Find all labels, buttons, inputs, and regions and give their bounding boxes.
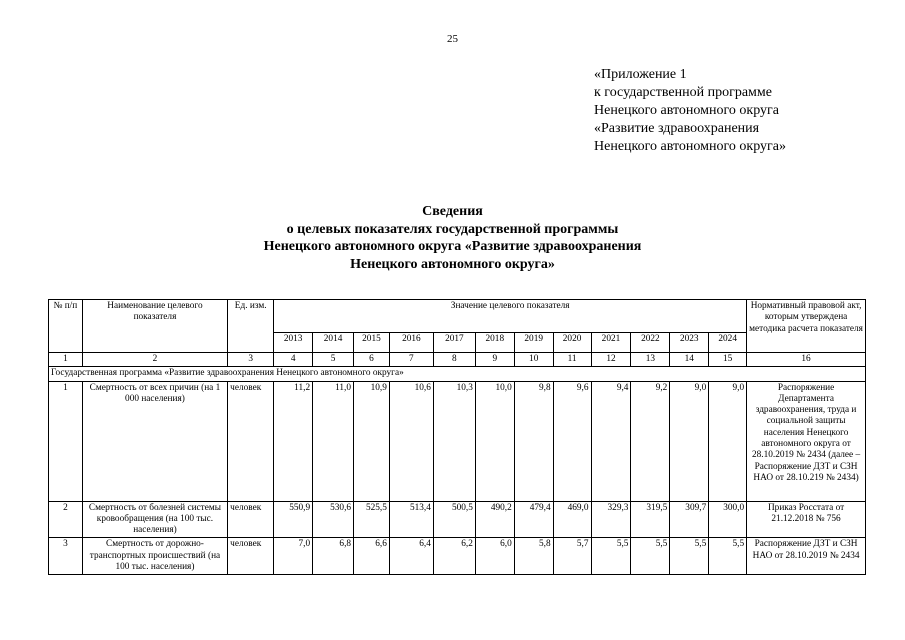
row-value: 500,5 bbox=[433, 501, 475, 538]
header-values: Значение целевого показателя bbox=[274, 300, 747, 333]
row-value: 530,6 bbox=[313, 501, 354, 538]
row-value: 5,5 bbox=[631, 538, 670, 575]
row-num: 3 bbox=[49, 538, 83, 575]
column-number-row bbox=[49, 353, 866, 367]
title-line: Ненецкого автономного округа «Развитие здравоохранения bbox=[263, 239, 642, 254]
header-name: Наименование целевого показателя bbox=[82, 300, 227, 353]
row-value: 5,7 bbox=[553, 538, 591, 575]
column-number: 14 bbox=[670, 353, 709, 367]
title-line: Ненецкого автономного округа» bbox=[350, 256, 555, 272]
column-number: 5 bbox=[313, 353, 354, 367]
year-cell: 2021 bbox=[591, 333, 631, 353]
program-row bbox=[49, 367, 866, 381]
year-cell: 2015 bbox=[354, 333, 390, 353]
row-value: 9,0 bbox=[670, 381, 709, 501]
title-line: Сведения bbox=[422, 204, 483, 219]
row-value: 479,4 bbox=[514, 501, 553, 538]
row-value: 513,4 bbox=[389, 501, 433, 538]
row-value: 9,4 bbox=[591, 381, 631, 501]
row-value: 10,0 bbox=[475, 381, 514, 501]
row-value: 300,0 bbox=[709, 501, 747, 538]
row-value: 9,6 bbox=[553, 381, 591, 501]
row-name: Смертность от всех причин (на 1 000 населения) bbox=[82, 381, 227, 501]
column-number: 12 bbox=[591, 353, 631, 367]
header-num: № п/п bbox=[49, 300, 83, 353]
header-act: Нормативный правовой акт, которым утверждена методика расчета показателя bbox=[747, 300, 866, 353]
year-cell: 2017 bbox=[433, 333, 475, 353]
column-number: 7 bbox=[389, 353, 433, 367]
year-cell: 2022 bbox=[631, 333, 670, 353]
row-value: 490,2 bbox=[475, 501, 514, 538]
row-value: 5,5 bbox=[591, 538, 631, 575]
year-cell: 2020 bbox=[553, 333, 591, 353]
indicators-table bbox=[48, 299, 866, 575]
appendix-line: Ненецкого автономного округа» bbox=[594, 139, 786, 154]
year-cell: 2024 bbox=[709, 333, 747, 353]
year-cell: 2013 bbox=[274, 333, 313, 353]
row-value: 5,5 bbox=[709, 538, 747, 575]
table-row bbox=[49, 381, 866, 501]
row-name: Смертность от дорожно-транспортных происшествий (на 100 тыс. населения) bbox=[82, 538, 227, 575]
row-value: 10,9 bbox=[354, 381, 390, 501]
row-value: 309,7 bbox=[670, 501, 709, 538]
program-name: Государственная программа «Развитие здравоохранения Ненецкого автономного округа» bbox=[49, 367, 866, 381]
row-value: 9,2 bbox=[631, 381, 670, 501]
row-value: 550,9 bbox=[274, 501, 313, 538]
row-value: 10,6 bbox=[389, 381, 433, 501]
column-number: 15 bbox=[709, 353, 747, 367]
row-num: 1 bbox=[49, 381, 83, 501]
appendix-note bbox=[594, 66, 786, 156]
row-act: Приказ Росстата от 21.12.2018 № 756 bbox=[747, 501, 866, 538]
year-cell: 2016 bbox=[389, 333, 433, 353]
appendix-line: «Приложение 1 bbox=[594, 67, 687, 82]
row-value: 11,0 bbox=[313, 381, 354, 501]
row-value: 525,5 bbox=[354, 501, 390, 538]
column-number: 1 bbox=[49, 353, 83, 367]
table-header-row bbox=[49, 300, 866, 333]
row-value: 329,3 bbox=[591, 501, 631, 538]
header-unit: Ед. изм. bbox=[228, 300, 274, 353]
column-number: 9 bbox=[475, 353, 514, 367]
row-name: Смертность от болезней системы кровообращения (на 100 тыс. населения) bbox=[82, 501, 227, 538]
column-number: 13 bbox=[631, 353, 670, 367]
row-value: 6,2 bbox=[433, 538, 475, 575]
row-value: 5,8 bbox=[514, 538, 553, 575]
year-cell: 2018 bbox=[475, 333, 514, 353]
row-value: 5,5 bbox=[670, 538, 709, 575]
column-number: 11 bbox=[553, 353, 591, 367]
row-value: 469,0 bbox=[553, 501, 591, 538]
appendix-line: к государственной программе bbox=[594, 85, 772, 100]
row-unit: человек bbox=[228, 538, 274, 575]
row-value: 9,8 bbox=[514, 381, 553, 501]
column-number: 2 bbox=[82, 353, 227, 367]
document-title bbox=[0, 203, 905, 273]
page-number: 25 bbox=[447, 33, 458, 45]
column-number: 4 bbox=[274, 353, 313, 367]
row-unit: человек bbox=[228, 501, 274, 538]
column-number: 10 bbox=[514, 353, 553, 367]
row-value: 11,2 bbox=[274, 381, 313, 501]
row-value: 9,0 bbox=[709, 381, 747, 501]
column-number: 16 bbox=[747, 353, 866, 367]
title-line: о целевых показателях государственной программы bbox=[286, 221, 619, 237]
column-number: 3 bbox=[228, 353, 274, 367]
row-act: Распоряжение ДЗТ и СЗН НАО от 28.10.2019 № 2434 bbox=[747, 538, 866, 575]
row-act: Распоряжение Департамента здравоохранения, труда и социальной защиты населения Ненецкого автономного округа от 28.10.2019 № 2434 (далее – Распоряжение ДЗТ и СЗН НАО от 28.10.219 № 2434) bbox=[747, 381, 866, 501]
row-value: 7,0 bbox=[274, 538, 313, 575]
row-value: 6,8 bbox=[313, 538, 354, 575]
row-value: 319,5 bbox=[631, 501, 670, 538]
column-number: 8 bbox=[433, 353, 475, 367]
year-cell: 2014 bbox=[313, 333, 354, 353]
year-cell: 2023 bbox=[670, 333, 709, 353]
row-value: 6,0 bbox=[475, 538, 514, 575]
row-num: 2 bbox=[49, 501, 83, 538]
row-value: 6,6 bbox=[354, 538, 390, 575]
appendix-line: Ненецкого автономного округа bbox=[594, 103, 779, 118]
row-value: 10,3 bbox=[433, 381, 475, 501]
column-number: 6 bbox=[354, 353, 390, 367]
row-unit: человек bbox=[228, 381, 274, 501]
table-row bbox=[49, 501, 866, 538]
year-cell: 2019 bbox=[514, 333, 553, 353]
table-row bbox=[49, 538, 866, 575]
appendix-line: «Развитие здравоохранения bbox=[594, 121, 760, 136]
row-value: 6,4 bbox=[389, 538, 433, 575]
